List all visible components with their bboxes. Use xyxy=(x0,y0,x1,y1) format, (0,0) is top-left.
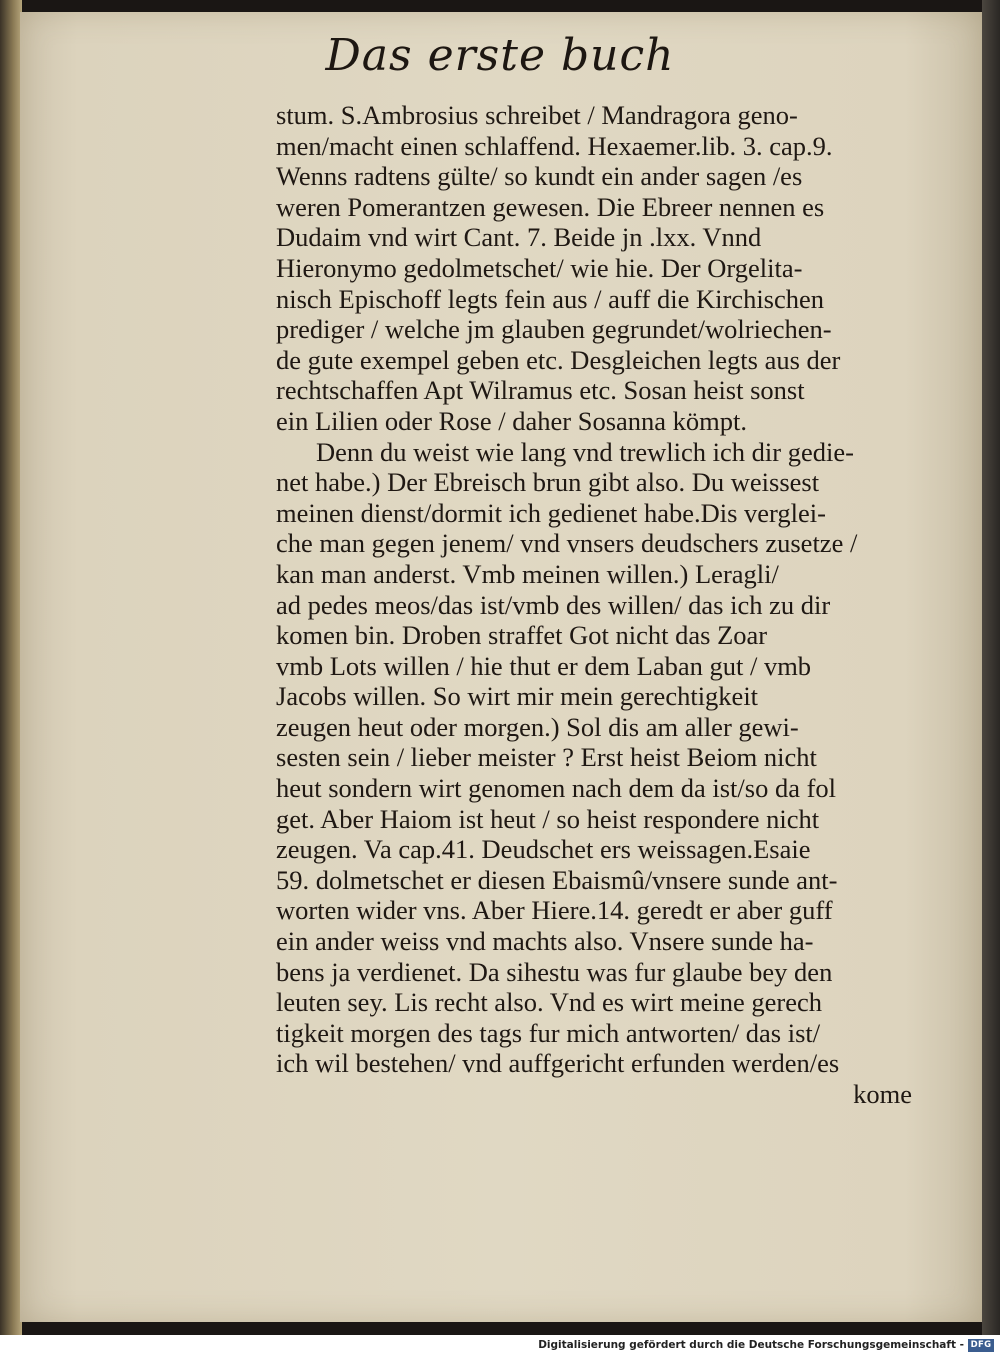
text-line: leuten sey. Lis recht also. Vnd es wirt meine gerech xyxy=(276,987,823,1018)
dfg-logo-icon: DFG xyxy=(968,1339,994,1352)
text-line: ein ander weiss vnd machts also. Vnsere sunde ha- xyxy=(276,926,814,957)
text-line: rechtschaffen Apt Wilramus etc. Sosan heist sonst xyxy=(276,375,805,406)
text-line: 59. dolmetschet er diesen Ebaismû/vnsere sunde ant- xyxy=(276,864,838,895)
text-line: get. Aber Haiom ist heut / so heist respondere nicht xyxy=(276,803,820,834)
text-line: bens ja verdienet. Da sihestu was fur glaube bey den xyxy=(276,956,833,987)
text-line: ein Lilien oder Rose / daher Sosanna kömpt. xyxy=(276,405,748,436)
text-line: Dudaim vnd wirt Cant. 7. Beide jn .lxx. Vnnd xyxy=(276,222,762,253)
text-line: vmb Lots willen / hie thut er dem Laban gut / vmb xyxy=(276,650,812,681)
text-line: worten wider vns. Aber Hiere.14. geredt er aber guff xyxy=(276,895,833,926)
text-line: ich wil bestehen/ vnd auffgericht erfunden werden/es xyxy=(276,1048,840,1079)
page-title: Das erste buch xyxy=(325,30,675,81)
funding-notice: Digitalisierung gefördert durch die Deutsche Forschungsgemeinschaft - xyxy=(538,1339,964,1351)
footer-bar xyxy=(0,1337,1000,1355)
text-line: sesten sein / lieber meister ? Erst heist Beiom nicht xyxy=(276,742,817,773)
text-line: che man gegen jenem/ vnd vnsers deudschers zusetze / xyxy=(276,528,858,559)
text-line: weren Pomerantzen gewesen. Die Ebreer nennen es xyxy=(276,191,825,222)
page-body xyxy=(276,100,916,1110)
text-line: Wenns radtens gülte/ so kundt ein ander sagen /es xyxy=(276,161,803,192)
text-line: Hieronymo gedolmetschet/ wie hie. Der Orgelita- xyxy=(276,252,803,283)
text-line: kan man anderst. Vmb meinen willen.) Leragli/ xyxy=(276,558,779,589)
text-line: de gute exempel geben etc. Desgleichen legts aus der xyxy=(276,344,841,375)
text-line: zeugen. Va cap.41. Deudschet ers weissagen.Esaie xyxy=(276,834,811,865)
text-line: meinen dienst/dormit ich gedienet habe.Dis verglei- xyxy=(276,497,826,528)
text-line: stum. S.Ambrosius schreibet / Mandragora geno- xyxy=(276,100,798,130)
text-line: men/macht einen schlaffend. Hexaemer.lib. 3. cap.9. xyxy=(276,130,833,161)
catchword: kome xyxy=(853,1079,912,1109)
text-line: prediger / welche jm glauben gegrundet/wolriechen- xyxy=(276,314,832,345)
text-line: net habe.) Der Ebreisch brun gibt also. Du weissest xyxy=(276,467,820,498)
text-line: zeugen heut oder morgen.) Sol dis am aller gewi- xyxy=(276,711,799,742)
text-line: nisch Epischoff legts fein aus / auff die Kirchischen xyxy=(276,283,825,314)
text-line: Jacobs willen. So wirt mir mein gerechtigkeit xyxy=(276,681,759,712)
text-line: komen bin. Droben straffet Got nicht das Zoar xyxy=(276,620,768,651)
text-line: tigkeit morgen des tags fur mich antworten/ das ist/ xyxy=(276,1017,821,1048)
book-right-edge xyxy=(982,0,1000,1335)
book-left-edge xyxy=(0,0,22,1335)
text-line: heut sondern wirt genomen nach dem da ist/so da fol xyxy=(276,773,837,804)
text-line: ad pedes meos/das ist/vmb des willen/ das ich zu dir xyxy=(276,589,831,620)
text-line: Denn du weist wie lang vnd trewlich ich dir gedie- xyxy=(316,436,854,467)
